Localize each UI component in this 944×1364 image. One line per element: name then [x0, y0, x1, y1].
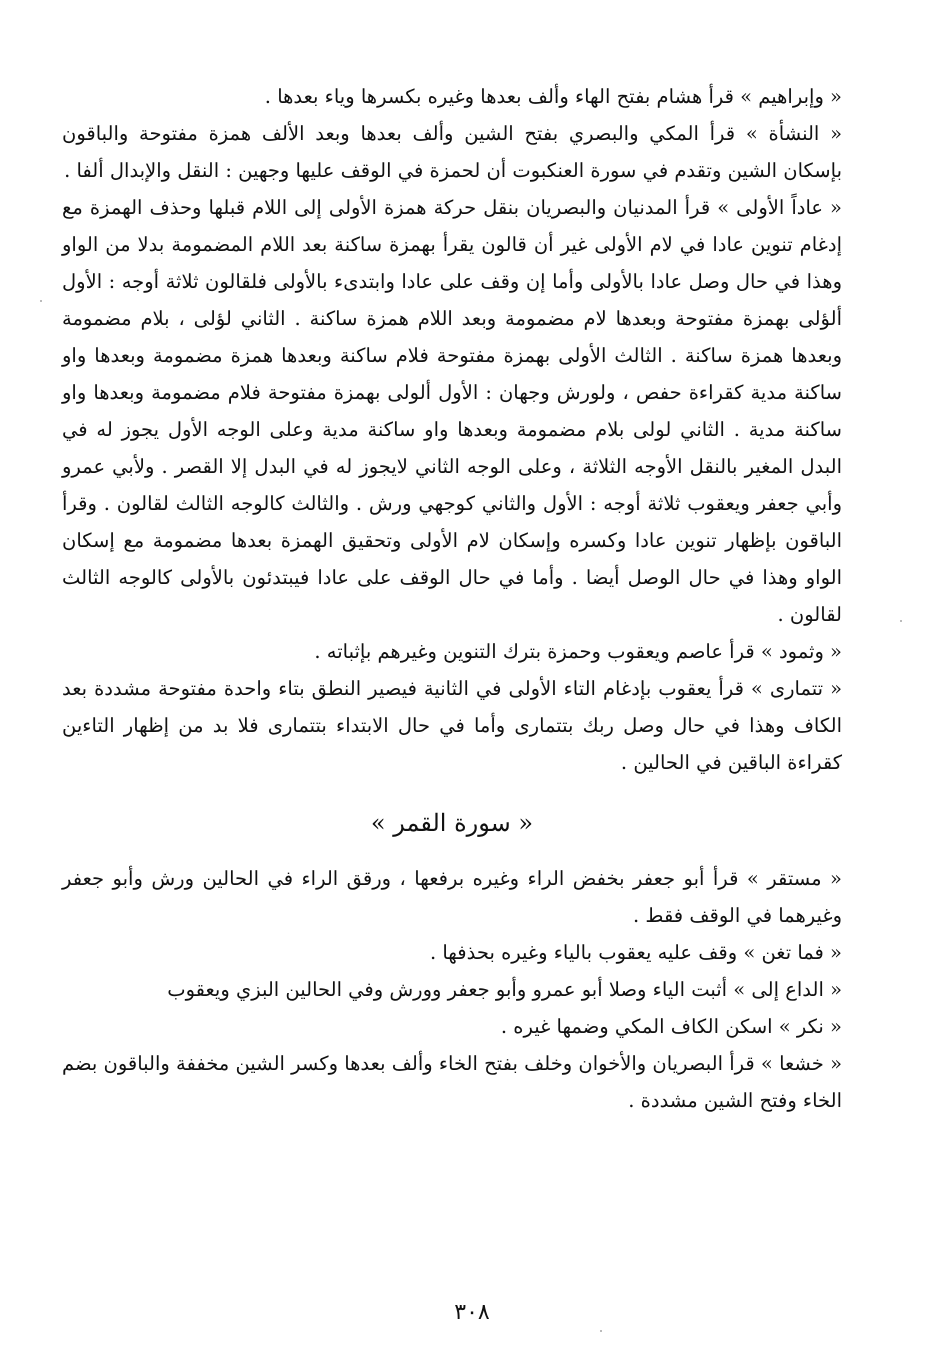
- section-title: « سورة القمر »: [370, 809, 534, 837]
- paragraph: « خشعا » قرأ البصريان والأخوان وخلف بفتح الخاء وألف بعدها وكسر الشين مخففة والباقون بضم الخاء وفتح الشين مشددة .: [62, 1052, 842, 1112]
- scan-speck: [600, 1330, 602, 1332]
- page-number: ٣٠٨: [454, 1300, 490, 1325]
- paragraph: « فما تغن » وقف عليه يعقوب بالياء وغيره بحذفها .: [429, 941, 842, 964]
- scan-speck: [40, 300, 42, 302]
- paragraph: « وثمود » قرأ عاصم ويعقوب وحمزة بترك التنوين وغيرهم بإثباته .: [314, 640, 842, 663]
- paragraph: « تتمارى » قرأ يعقوب بإدغام التاء الأولى في الثانية فيصير النطق بتاء واحدة مفتوحة مشددة بعد الكاف وهذا في حال وصل ربك بتتمارى وأما في حال الابتداء بتتمارى فلا بد من إظهار التاءين كقراءة الباقين في الحالين .: [62, 677, 842, 774]
- paragraph: « الداع إلى » أثبت الياء وصلا أبو عمرو وأبو جعفر وورش وفي الحالين البزي ويعقوب: [167, 978, 842, 1001]
- paragraph: « مستقر » قرأ أبو جعفر بخفض الراء وغيره برفعها ، ورقق الراء في الحالين ورش وأبو جعفر وغيرهما في الوقف فقط .: [62, 867, 842, 927]
- paragraph: « عاداً الأولى » قرأ المدنيان والبصريان بنقل حركة همزة الأولى إلى اللام قبلها وحذف الهمزة مع إدغام تنوين عادا في لام الأولى غير أن قالون يقرأ بهمزة ساكنة بعد اللام المضمومة بدلا من الواو وهذا في حال وصل عادا بالأولى وأما إن وقف على عادا وابتدىء بالأولى فلقالون ثلاثة أوجه : الأول ألؤلى بهمزة مفتوحة وبعدها لام مضمومة وبعد اللام همزة ساكنة . الثاني لؤلى ، بلام مضمومة وبعدها همزة ساكنة . الثالث الأولى بهمزة مفتوحة فلام ساكنة وبعدها همزة مضمومة وبعدها واو ساكنة مدية كقراءة حفص ، ولورش وجهان : الأول ألولى بهمزة مفتوحة فلام مضمومة وبعدها واو ساكنة مدية . الثاني لولى بلام مضمومة وبعدها واو ساكنة مدية وعلى الوجه الأول يجوز له في البدل المغير بالنقل الأوجه الثلاثة ، وعلى الوجه الثاني لايجوز له في البدل إلا القصر . ولأبي عمرو وأبي جعفر ويعقوب ثلاثة أوجه : الأول والثاني كوجهي ورش . والثالث كالوجه الثالث لقالون . وقرأ الباقون بإظهار تنوين عادا وكسره وإسكان لام الأولى وتحقيق الهمزة بعدها مضمومة مع إسكان الواو وهذا في حال الوصل أيضا . وأما في حال الوقف على عادا فيبتدئون بالأولى كالوجه الثالث لقالون .: [62, 196, 842, 626]
- paragraph: « النشأة » قرأ المكي والبصري بفتح الشين وألف بعدها وبعد الألف همزة مفتوحة والباقون بإسكان الشين وتقدم في سورة العنكبوت أن لحمزة في الوقف عليها وجهين : النقل والإبدال ألفا .: [62, 122, 842, 182]
- scan-speck: [900, 620, 902, 622]
- paragraph: « نكر » اسكن الكاف المكي وضمها غيره .: [500, 1015, 842, 1038]
- paragraph: « وإبراهيم » قرأ هشام بفتح الهاء وألف بعدها وغيره بكسرها وياء بعدها .: [264, 85, 842, 108]
- page-body: [62, 78, 842, 1119]
